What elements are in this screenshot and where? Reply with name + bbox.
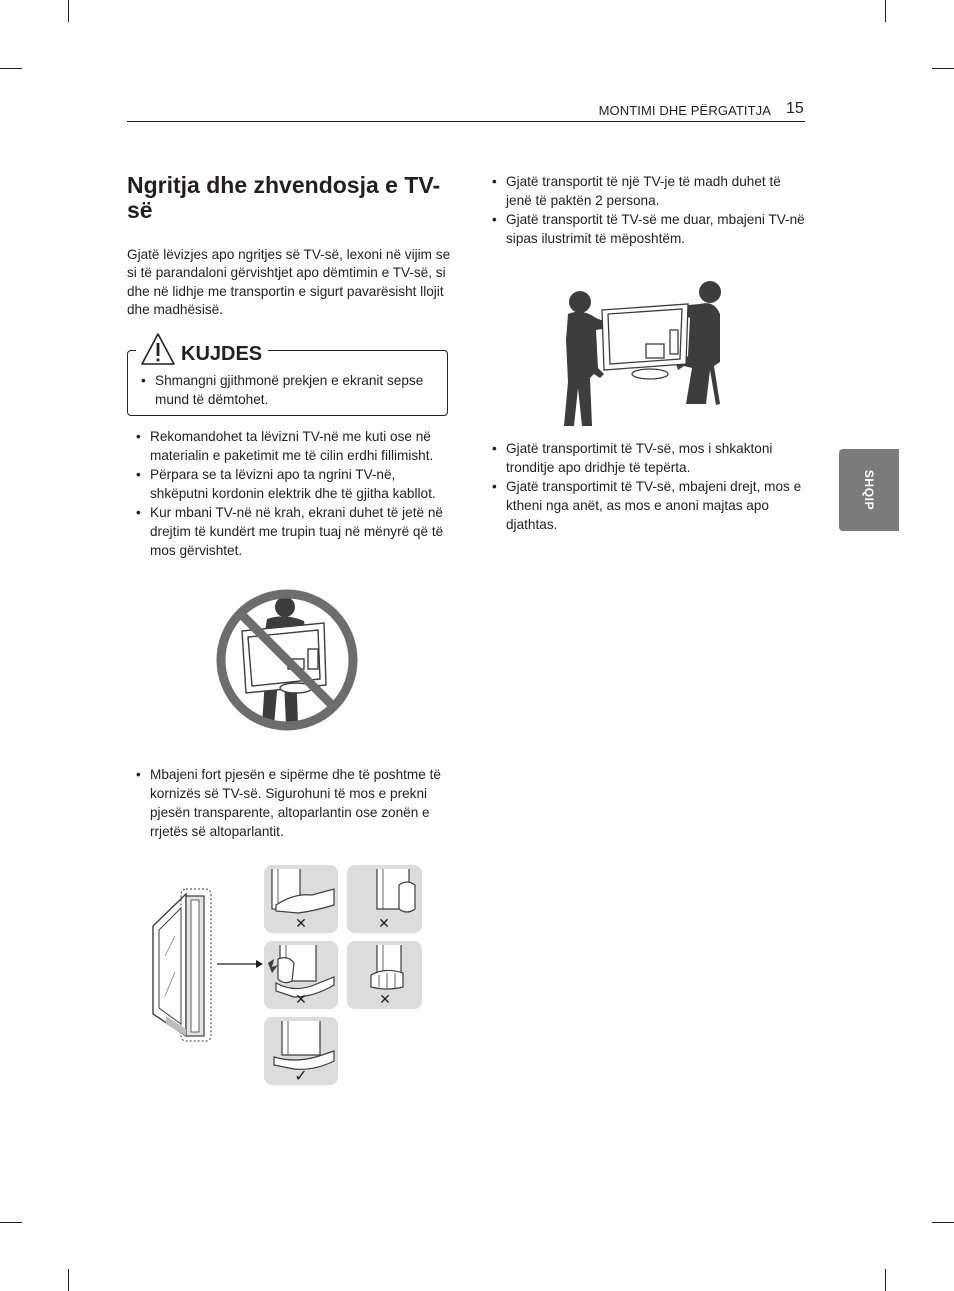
list-item: • Gjatë transportimit të TV-së, mbajeni drejt, mos e ktheni nga anët, as mos e anoni majtas apo djathtas. (492, 477, 808, 534)
crop-mark (68, 1269, 69, 1291)
crop-mark (885, 0, 886, 22)
list-item: • Mbajeni fort pjesën e sipërme dhe të poshtme të kornizës së TV-së. Sigurohuni të mos e prekni pjesën transparente, altoparlantin ose zonën e rrjetës së altoparlantit. (136, 765, 456, 841)
caution-list (141, 371, 441, 409)
bullet-list-right-2 (492, 439, 808, 534)
list-item: • Gjatë transportimit të TV-së, mos i shkaktoni tronditje apo dridhje të tepërta. (492, 439, 808, 477)
crop-mark (0, 68, 22, 69)
grip-panel-3-drawing (264, 941, 338, 1009)
prohibited-carry-illustration (212, 585, 362, 735)
list-item: • Gjatë transportit të një TV-je të madh duhet të jenë të paktën 2 persona. (492, 172, 808, 210)
wrong-cross-icon: ✕ (295, 991, 307, 1007)
warning-triangle-icon (140, 332, 176, 366)
grip-panel-2-drawing (347, 865, 422, 933)
wrong-cross-icon: ✕ (379, 991, 391, 1007)
grip-panel-5-drawing (264, 1017, 338, 1085)
crop-mark (932, 68, 954, 69)
intro-paragraph: Gjatë lëvizjes apo ngritjes së TV-së, lexoni në vijim se si të parandaloni gërvishtjet apo dëmtimin e TV-së, si dhe në lidhje me transportin e sigurt pavarësisht llojit dhe madhësisë. (127, 247, 451, 318)
two-person-carry-illustration (560, 270, 726, 430)
language-tab-label: SHQIP (862, 469, 876, 511)
crop-mark (68, 0, 69, 22)
bullet-list-left-2 (136, 765, 456, 841)
list-item: • Rekomandohet ta lëvizni TV-në me kuti ose në materialin e paketimit me të cilin erdhi fillimisht. (136, 427, 456, 465)
grip-panel-4-drawing (347, 941, 422, 1009)
page-title: Ngritja dhe zhvendosja e TV-së (127, 172, 441, 223)
bullet-list-right-1 (492, 172, 808, 248)
page-number: 15 (786, 100, 804, 117)
list-item: • Kur mbani TV-në në krah, ekrani duhet të jetë në drejtim të kundërt me trupin tuaj në mënyrë që të mos gërvishtet. (136, 503, 456, 560)
header-rule (127, 121, 805, 122)
list-item: • Gjatë transportit të TV-së me duar, mbajeni TV-në sipas ilustrimit të mëposhtëm. (492, 210, 808, 248)
crop-mark (0, 1222, 22, 1223)
crop-mark (885, 1269, 886, 1291)
list-item: • Shmangni gjithmonë prekjen e ekranit sepse mund të dëmtohet. (141, 371, 441, 409)
caution-heading (136, 326, 268, 366)
bullet-list-left-1 (136, 427, 456, 560)
crop-mark (932, 1222, 954, 1223)
header-section-title: MONTIMI DHE PËRGATITJA (598, 103, 771, 118)
grip-panel-1-drawing (264, 865, 338, 933)
wrong-cross-icon: ✕ (378, 915, 390, 931)
caution-title: KUJDES (181, 343, 263, 365)
tv-side-view-illustration (148, 886, 263, 1044)
list-item: • Përpara se ta lëvizni apo ta ngrini TV-në, shkëputni kordonin elektrik dhe të gjitha kabllot. (136, 465, 456, 503)
wrong-cross-icon: ✕ (295, 915, 307, 931)
language-side-tab (839, 449, 899, 531)
correct-check-icon: ✓ (294, 1068, 308, 1085)
